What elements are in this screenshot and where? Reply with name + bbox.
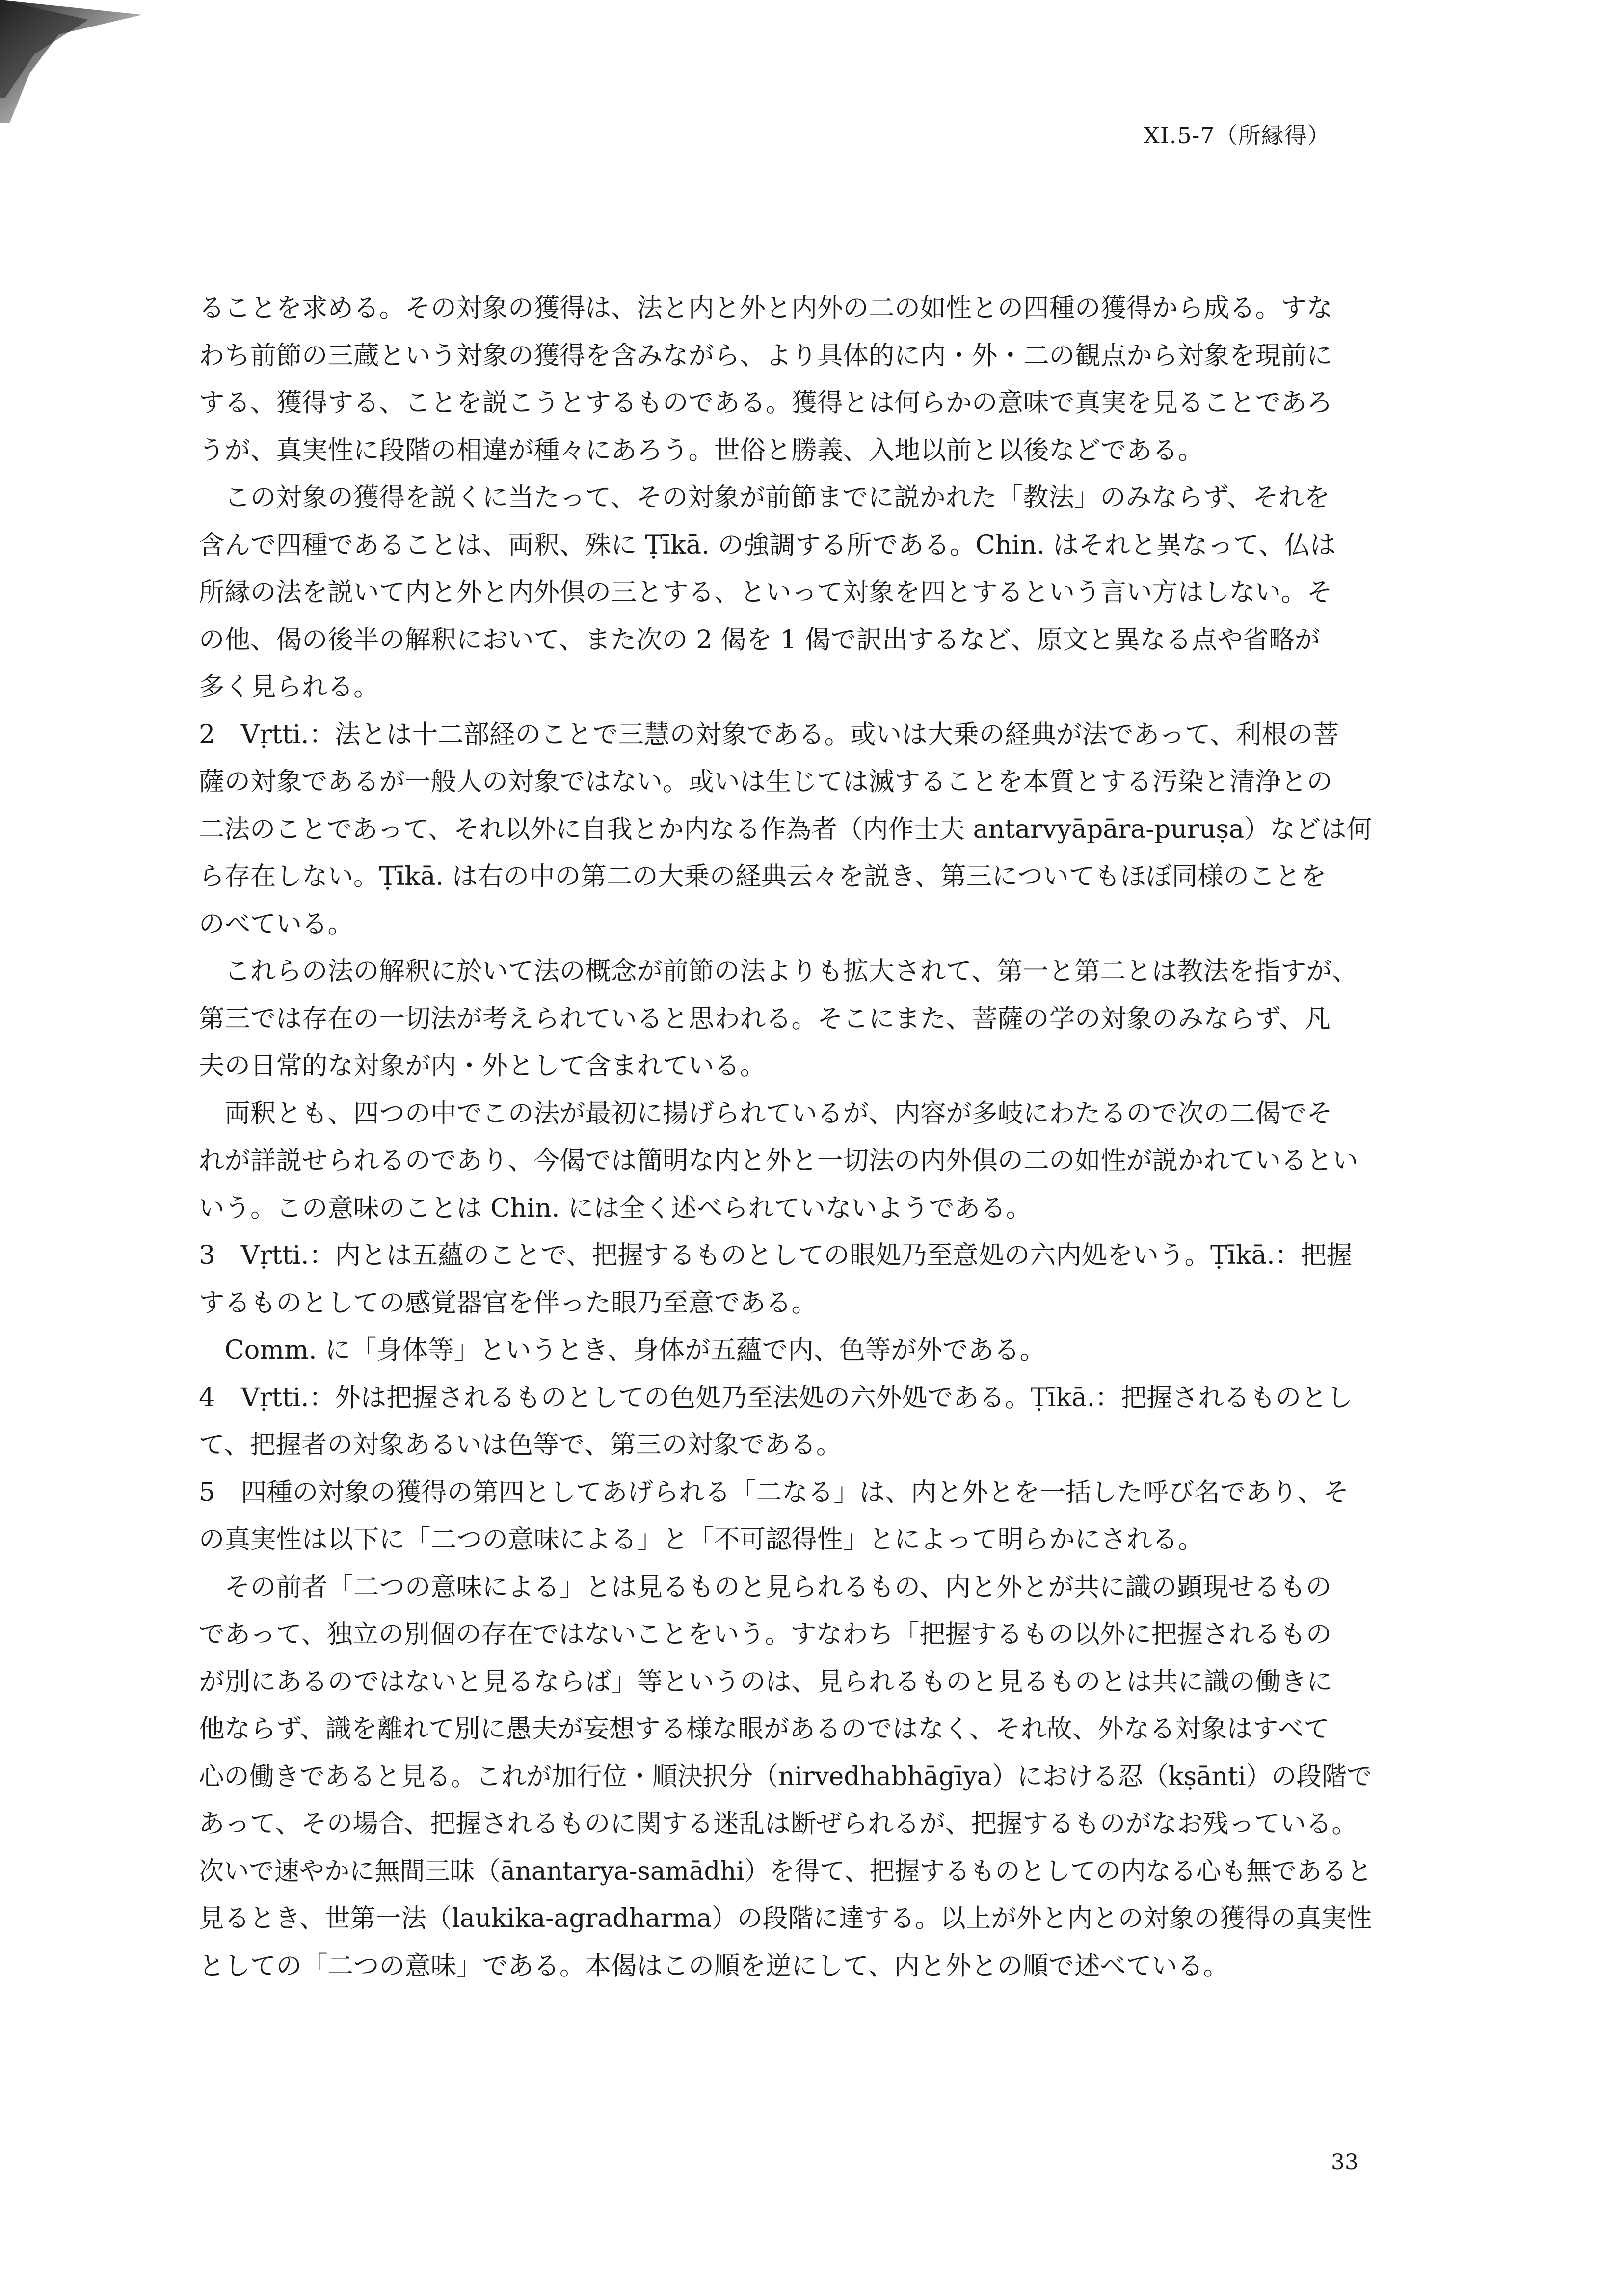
text-line: 第三では存在の一切法が考えられていると思われる。そこにまた、菩薩の学の対象のみならず、凡 bbox=[199, 1003, 1331, 1034]
running-header: XI.5-7（所縁得） bbox=[1144, 122, 1331, 149]
text-line: の他、偈の後半の解釈において、また次の 2 偈を 1 偈で訳出するなど、原文と異なる点や省略が bbox=[199, 624, 1321, 655]
text-line: であって、独立の別個の存在ではないことをいう。すなわち「把握するもの以外に把握されるもの bbox=[199, 1619, 1332, 1649]
text-line: ることを求める。その対象の獲得は、法と内と外と内外の二の如性との四種の獲得から成る。すな bbox=[199, 293, 1333, 323]
text-line: のべている。 bbox=[199, 908, 354, 939]
text-line: 含んで四種であることは、両釈、殊に Ṭīkā. の強調する所である。Chin. はそれと異なって、仏は bbox=[199, 530, 1336, 560]
text-line: 見るとき、世第一法（laukika-agradharma）の段階に達する。以上が外と内との対象の獲得の真実性 bbox=[199, 1903, 1372, 1933]
text-line: としての「二つの意味」である。本偈はこの順を逆にして、内と外との順で述べている。 bbox=[199, 1950, 1229, 1981]
text-line: うが、真実性に段階の相違が種々にあろう。世俗と勝義、入地以前と以後などである。 bbox=[199, 435, 1204, 465]
text-line: 他ならず、識を離れて別に愚夫が妄想する様な眼があるのではなく、それ故、外なる対象はすべて bbox=[199, 1714, 1330, 1744]
text-line: 多く見られる。 bbox=[199, 672, 379, 702]
scan-shadow-corner bbox=[0, 0, 147, 128]
text-line: その前者「二つの意味による」とは見るものと見られるもの、内と外とが共に識の顕現せるもの bbox=[199, 1572, 1331, 1602]
text-line: 夫の日常的な対象が内・外として含まれている。 bbox=[199, 1051, 766, 1081]
text-line: Comm. に「身体等」というとき、身体が五蘊で内、色等が外である。 bbox=[199, 1335, 1046, 1365]
text-line: 薩の対象であるが一般人の対象ではない。或いは生じては滅することを本質とする汚染と清浄との bbox=[199, 767, 1333, 797]
text-line: 3 Vṛtti.：内とは五蘊のことで、把握するものとしての眼処乃至意処の六内処をいう。Ṭīkā.：把握 bbox=[199, 1240, 1353, 1270]
text-line: れが詳説せられるのであり、今偈では簡明な内と外と一切法の内外倶の二の如性が説かれているとい bbox=[199, 1146, 1358, 1175]
text-line: 5 四種の対象の獲得の第四としてあげられる「二なる」は、内と外とを一括した呼び名であり、そ bbox=[199, 1477, 1349, 1507]
text-line: この対象の獲得を説くに当たって、その対象が前節までに説かれた「教法」のみならず、それを bbox=[199, 482, 1330, 512]
text-line: 両釈とも、四つの中でこの法が最初に揚げられているが、内容が多岐にわたるので次の二偈でそ bbox=[199, 1098, 1333, 1128]
text-line: 4 Vṛtti.：外は把握されるものとしての色処乃至法処の六外処である。Ṭīkā.：把握されるものとし bbox=[199, 1382, 1353, 1413]
text-line: て、把握者の対象あるいは色等で、第三の対象である。 bbox=[199, 1430, 842, 1460]
body-text bbox=[199, 285, 1372, 1990]
text-line: する、獲得する、ことを説こうとするものである。獲得とは何らかの意味で真実を見ることであろ bbox=[199, 388, 1333, 418]
text-line: の真実性は以下に「二つの意味による」と「不可認得性」とによって明らかにされる。 bbox=[199, 1524, 1204, 1554]
text-line: が別にあるのではないと見るならば」等というのは、見られるものと見るものとは共に識の働きに bbox=[199, 1666, 1333, 1697]
text-line: 2 Vṛtti.：法とは十二部経のことで三慧の対象である。或いは大乗の経典が法であって、利根の菩 bbox=[199, 719, 1339, 749]
text-line: 所縁の法を説いて内と外と内外倶の三とする、といって対象を四とするという言い方はしない。そ bbox=[199, 577, 1333, 607]
text-line: ら存在しない。Ṭīkā. は右の中の第二の大乗の経典云々を説き、第三についてもほぼ同様のことを bbox=[199, 861, 1327, 891]
text-line: 心の働きであると見る。これが加行位・順決択分（nirvedhabhāgīya）における忍（kṣānti）の段階で bbox=[199, 1761, 1372, 1791]
text-line: あって、その場合、把握されるものに関する迷乱は断ぜられるが、把握するものがなお残っている。 bbox=[199, 1809, 1358, 1839]
text-line: いう。この意味のことは Chin. には全く述べられていないようである。 bbox=[199, 1193, 1032, 1223]
text-line: これらの法の解釈に於いて法の概念が前節の法よりも拡大されて、第一と第二とは教法を指すが、 bbox=[199, 956, 1358, 986]
text-line: わち前節の三蔵という対象の獲得を含みながら、より具体的に内・外・二の観点から対象を現前に bbox=[199, 340, 1333, 371]
text-line: 二法のことであって、それ以外に自我とか内なる作為者（内作士夫 antarvyāpāra-puruṣa）などは何 bbox=[199, 814, 1372, 844]
text-line: するものとしての感覚器官を伴った眼乃至意である。 bbox=[199, 1287, 818, 1318]
page-number: 33 bbox=[1331, 2150, 1358, 2175]
text-line: 次いで速やかに無間三昧（ānantarya-samādhi）を得て、把握するものとしての内なる心も無であると bbox=[199, 1856, 1372, 1886]
